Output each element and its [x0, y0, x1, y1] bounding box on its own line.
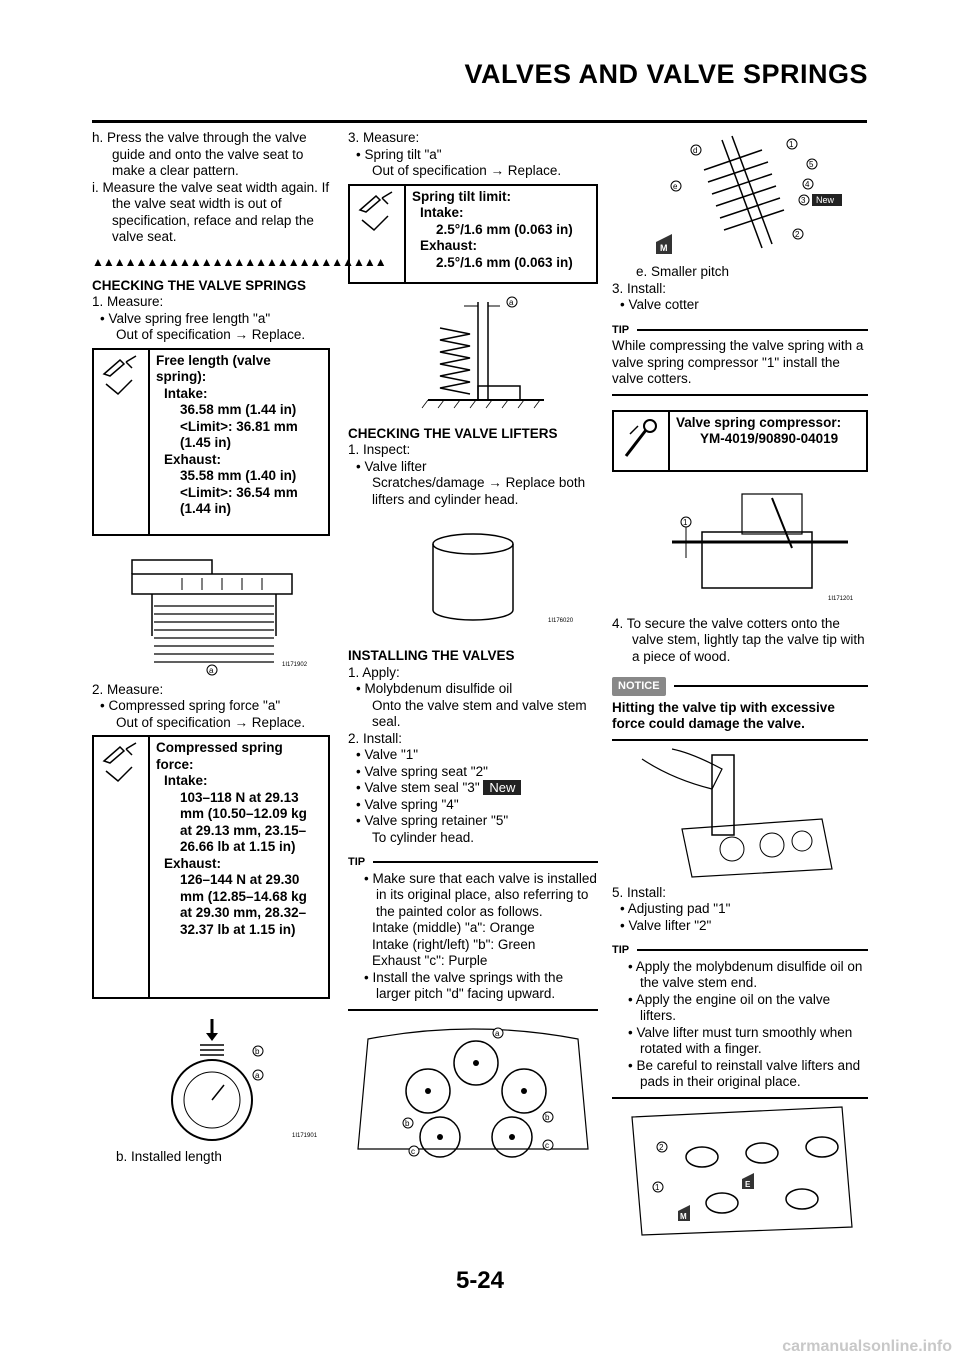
- fig9-label-m: M: [680, 1211, 687, 1221]
- step-5-item-1: • Adjusting pad "1": [620, 901, 731, 916]
- install-item-5: • Valve spring retainer "5": [356, 813, 509, 828]
- spec1-exhaust-limit: <Limit>: 36.54 mm (1.44 in): [180, 484, 298, 516]
- fig6-label-2: 2: [795, 230, 800, 239]
- section-heading-valve-springs: CHECKING THE VALVE SPRINGS: [92, 277, 307, 293]
- fig6-label-5: 5: [809, 160, 814, 169]
- step-e: e. Smaller pitch: [636, 264, 730, 279]
- spec3-exhaust-val: 2.5°/1.6 mm (0.063 in): [436, 254, 573, 270]
- page-number: 5-24: [455, 1267, 505, 1294]
- fig9-label-2: 2: [659, 1142, 664, 1152]
- fig5-label-b-right: b: [545, 1112, 550, 1122]
- tip-item-1: • Make sure that each valve is installed in its original place, also referring to the painted color as follows.: [364, 870, 597, 919]
- tip4-item-1: • Apply the molybdenum disulfide oil on the valve stem end.: [628, 958, 863, 990]
- fig5-label-c-left: c: [411, 1146, 415, 1156]
- spec1-exhaust-val: 35.58 mm (1.40 in): [180, 468, 297, 483]
- column-3: [612, 130, 868, 1237]
- tip4-item-3: • Valve lifter must turn smoothly when rotated with a finger.: [628, 1024, 853, 1056]
- spec3-exhaust: Exhaust:: [420, 238, 478, 253]
- apply-detail: Onto the valve stem and valve stem seal.: [372, 697, 587, 729]
- tip4-header: [612, 942, 868, 959]
- spec2-title: Compressed spring force:: [156, 740, 283, 772]
- figure-cylinder-head-valves: [348, 1019, 598, 1159]
- fig6-label-3: 3: [801, 196, 806, 205]
- figure-lifter-install: [612, 1107, 868, 1237]
- fig2-code: 1I171901: [292, 1133, 318, 1139]
- caliper-icon: [94, 737, 150, 997]
- fig6-label-d: d: [693, 146, 698, 155]
- spec-box-spring-compressor: [612, 410, 868, 472]
- tip4-item-4: • Be careful to reinstall valve lifters and pads in their original place.: [628, 1057, 861, 1089]
- fig9-label-e: E: [745, 1179, 751, 1189]
- fig7-label-1: 1: [683, 517, 688, 527]
- tip3-label: TIP: [612, 323, 630, 336]
- figure-valve-assembly: [612, 130, 868, 264]
- spec4-part-number: YM-4019/90890-04019: [700, 431, 839, 446]
- install3-bullet: • Valve cotter: [620, 297, 699, 312]
- spec1-intake-val: 36.58 mm (1.44 in): [180, 402, 297, 417]
- fig4-code: 1I176020: [548, 618, 574, 624]
- fig6-new-badge: New: [816, 195, 835, 205]
- fig6-label-e: e: [673, 182, 678, 191]
- spec-box-free-length: [92, 348, 330, 536]
- fig5-label-a: a: [495, 1028, 500, 1038]
- tip-item-2: • Install the valve springs with the larger pitch "d" facing upward.: [364, 969, 564, 1001]
- wrench-tool-icon: [614, 412, 670, 470]
- spec2-exhaust: Exhaust:: [164, 855, 222, 871]
- step-2-bullet: • Compressed spring force "a": [100, 698, 281, 713]
- step-b: b. Installed length: [116, 1149, 222, 1164]
- tip-color-1: Intake (middle) "a": Orange: [372, 920, 535, 935]
- new-badge: New: [483, 780, 521, 795]
- header-rule: [92, 120, 867, 123]
- install-to-head: To cylinder head.: [372, 829, 475, 845]
- fig9-label-1: 1: [655, 1182, 660, 1192]
- spec1-exhaust: Exhaust:: [164, 451, 222, 467]
- spec2-intake-val: 103–118 N at 29.13 mm (10.50–12.09 kg at 29.13 mm, 23.15–26.66 lb at 1.15 in): [180, 789, 307, 854]
- install-step: 2. Install:: [348, 730, 403, 746]
- install-item-2: • Valve spring seat "2": [356, 763, 488, 779]
- lifter-step-1: 1. Inspect:: [348, 442, 411, 457]
- fig2-label-a: a: [255, 1071, 260, 1080]
- step-2-out: Out of specification → Replace.: [116, 714, 306, 730]
- fig6-label-m: M: [660, 243, 668, 253]
- spec3-intake-val: 2.5°/1.6 mm (0.063 in): [436, 221, 573, 237]
- step-1-bullet: • Valve spring free length "a": [100, 310, 271, 326]
- tip4-end-rule: [612, 1097, 868, 1099]
- fig1-label-a: a: [209, 665, 214, 675]
- lifter-detail: Scratches/damage → Replace both lifters and cylinder head.: [372, 475, 586, 507]
- tip-label: TIP: [348, 856, 366, 868]
- column-2: [348, 130, 598, 1159]
- figure-valve-lifter: [348, 518, 598, 638]
- caliper-icon: [94, 350, 150, 534]
- install-item-3: • Valve stem seal "3" New: [348, 780, 598, 797]
- step-5-item-2: • Valve lifter "2": [620, 917, 712, 933]
- spec3-intake: Intake:: [420, 205, 464, 220]
- notice-end-rule: [612, 739, 868, 741]
- fig2-label-b: b: [255, 1047, 260, 1056]
- notice-text: Hitting the valve tip with excessive force could damage the valve.: [612, 699, 835, 731]
- fig6-label-1: 1: [789, 140, 794, 149]
- spec1-intake: Intake:: [164, 385, 208, 401]
- step-3: 3. Measure:: [348, 130, 420, 145]
- tip3-end-rule: [612, 394, 868, 396]
- step-1-out: Out of specification → Replace.: [116, 327, 306, 342]
- tip-color-2: Intake (right/left) "b": Green: [372, 936, 536, 952]
- tip4-label: TIP: [612, 944, 630, 956]
- section-heading-installing-valves: INSTALLING THE VALVES: [348, 648, 515, 663]
- apply-bullet: • Molybdenum disulfide oil: [356, 681, 513, 696]
- step-i: i. Measure the valve seat width again. If the valve seat width is out of specification, reface and relap the valve seat.: [92, 179, 330, 244]
- fig1-code: 1I171902: [282, 661, 308, 668]
- notice-label: NOTICE: [612, 677, 666, 696]
- step-5: 5. Install:: [612, 884, 667, 900]
- step-4: 4. To secure the valve cotters onto the valve stem, lightly tap the valve tip with a piece of wood.: [612, 615, 865, 664]
- page-title: VALVES AND VALVE SPRINGS: [464, 59, 868, 89]
- step-1: 1. Measure:: [92, 294, 164, 309]
- tip-header: [348, 854, 598, 871]
- fig7-code: 1I171201: [828, 595, 854, 602]
- spec-box-compressed-force: [92, 735, 330, 999]
- figure-spring-tilt: [348, 290, 598, 416]
- apply-step: 1. Apply:: [348, 664, 400, 680]
- fig6-label-4: 4: [805, 180, 810, 189]
- figure-tap-valve-tip: [612, 749, 868, 879]
- watermark: carmanualsonline.info: [782, 1338, 952, 1355]
- step-3-out: Out of specification → Replace.: [372, 163, 562, 178]
- fig5-label-b-left: b: [405, 1118, 410, 1128]
- caliper-icon: [350, 186, 406, 282]
- fig3-label-a: a: [509, 297, 514, 307]
- tip4-item-2: • Apply the engine oil on the valve lifters.: [628, 991, 831, 1023]
- figure-free-length: [92, 546, 330, 676]
- install-item-4: • Valve spring "4": [356, 796, 459, 812]
- warning-triangles: ▲▲▲▲▲▲▲▲▲▲▲▲▲▲▲▲▲▲▲▲▲▲▲▲▲▲▲: [92, 254, 386, 269]
- tip3-header: [612, 322, 868, 339]
- spec2-intake: Intake:: [164, 773, 208, 788]
- install3-step: 3. Install:: [612, 280, 667, 296]
- spec2-exhaust-val: 126–144 N at 29.30 mm (12.85–14.68 kg at 29.30 mm, 28.32–32.37 lb at 1.15 in): [180, 872, 307, 937]
- step-3-bullet: • Spring tilt "a": [356, 146, 442, 162]
- spec-box-spring-tilt: [348, 184, 598, 284]
- spec3-title: Spring tilt limit:: [412, 188, 511, 204]
- notice-header: [612, 677, 868, 696]
- lifter-bullet: • Valve lifter: [356, 458, 427, 474]
- step-h: h. Press the valve through the valve guide and onto the valve seat to make a clear pattern.: [92, 130, 307, 178]
- tip-end-rule: [348, 1009, 598, 1011]
- install-item-1: • Valve "1": [356, 747, 419, 762]
- spec1-intake-limit: <Limit>: 36.81 mm (1.45 in): [180, 418, 298, 450]
- spec1-title: Free length (valve spring):: [156, 352, 271, 384]
- figure-compressed-force: [92, 1015, 330, 1145]
- tip3-text: While compressing the valve spring with a valve spring compressor "1" install the valve cotters.: [612, 338, 864, 386]
- figure-spring-compressor: [612, 488, 868, 610]
- section-heading-valve-lifters: CHECKING THE VALVE LIFTERS: [348, 425, 558, 441]
- fig5-label-c-right: c: [545, 1140, 549, 1150]
- tip-color-3: Exhaust "c": Purple: [372, 953, 488, 968]
- spec4-title: Valve spring compressor:: [676, 414, 842, 430]
- step-2: 2. Measure:: [92, 681, 164, 697]
